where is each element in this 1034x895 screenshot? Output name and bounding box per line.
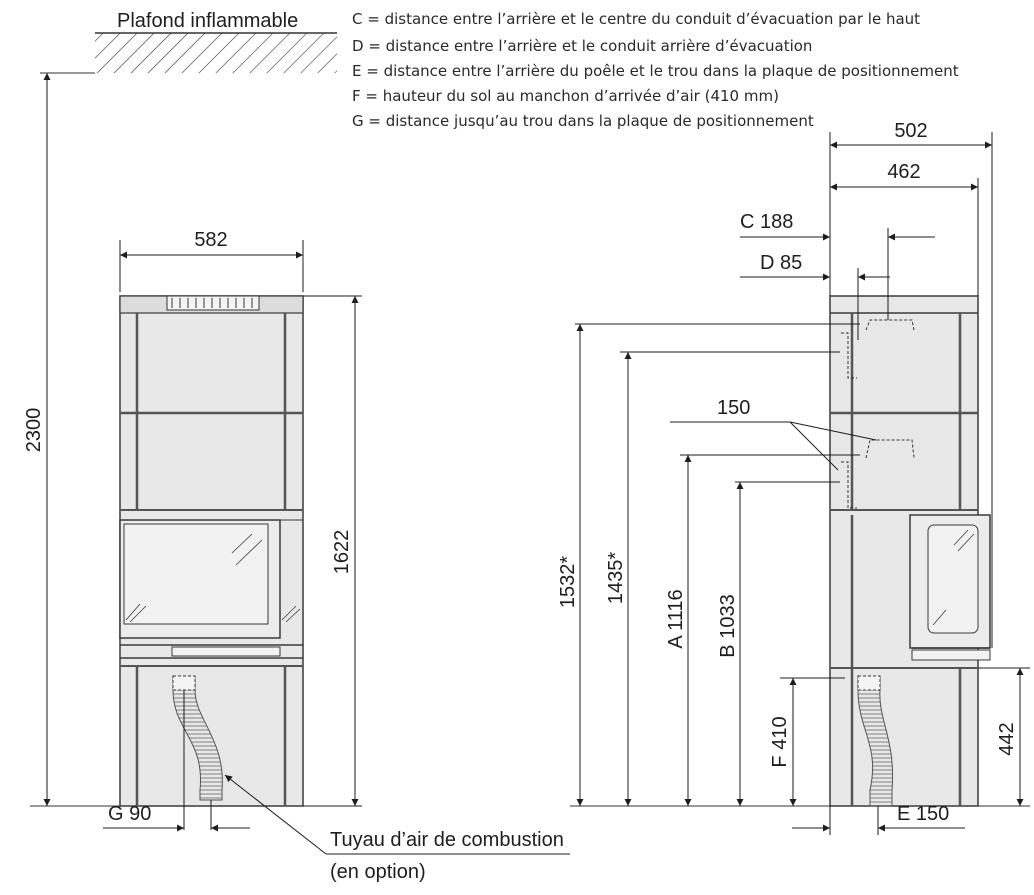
dim-1435: 1435* (605, 551, 627, 605)
legend-e: E = distance entre l’arrière du poêle et le trou dans la plaque de positionnement (352, 62, 959, 80)
dim-e-150: E 150 (897, 803, 950, 825)
legend-d: D = distance entre l’arrière et le conduit arrière d’évacuation (352, 37, 813, 55)
dim-1532: 1532* (557, 555, 579, 609)
legend (352, 10, 959, 130)
top-vent-icon (167, 296, 259, 310)
stove-front-view (120, 296, 303, 806)
dim-150: 150 (717, 397, 751, 419)
air-pipe-label-line1: Tuyau d’air de combustion (330, 829, 564, 851)
ceiling-label: Plafond inflammable (117, 10, 299, 32)
legend-c: C = distance entre l’arrière et le centre du conduit d’évacuation par le haut (352, 10, 921, 28)
dim-2300: 2300 (23, 407, 45, 453)
dim-g-90: G 90 (108, 803, 152, 825)
stove-side-view (830, 296, 990, 806)
legend-f: F = hauteur du sol au manchon d’arrivée d’air (410 mm) (352, 87, 779, 105)
dim-b-1033: B 1033 (717, 594, 739, 658)
dim-1622: 1622 (331, 529, 353, 575)
side-door-glass (928, 525, 978, 633)
legend-g: G = distance jusqu’au trou dans la plaque de positionnement (352, 112, 814, 130)
dim-d-85: D 85 (760, 252, 803, 274)
air-pipe-label-line2: (en option) (330, 861, 426, 883)
dim-462: 462 (887, 161, 921, 183)
flammable-ceiling (95, 10, 337, 73)
dim-a-1116: A 1116 (665, 589, 687, 649)
dim-442: 442 (996, 722, 1018, 756)
dim-f-410: F 410 (769, 716, 791, 768)
dim-582: 582 (194, 229, 228, 251)
dim-502: 502 (894, 120, 928, 142)
dim-c-188: C 188 (740, 211, 794, 233)
ceiling-hatch (95, 33, 337, 73)
